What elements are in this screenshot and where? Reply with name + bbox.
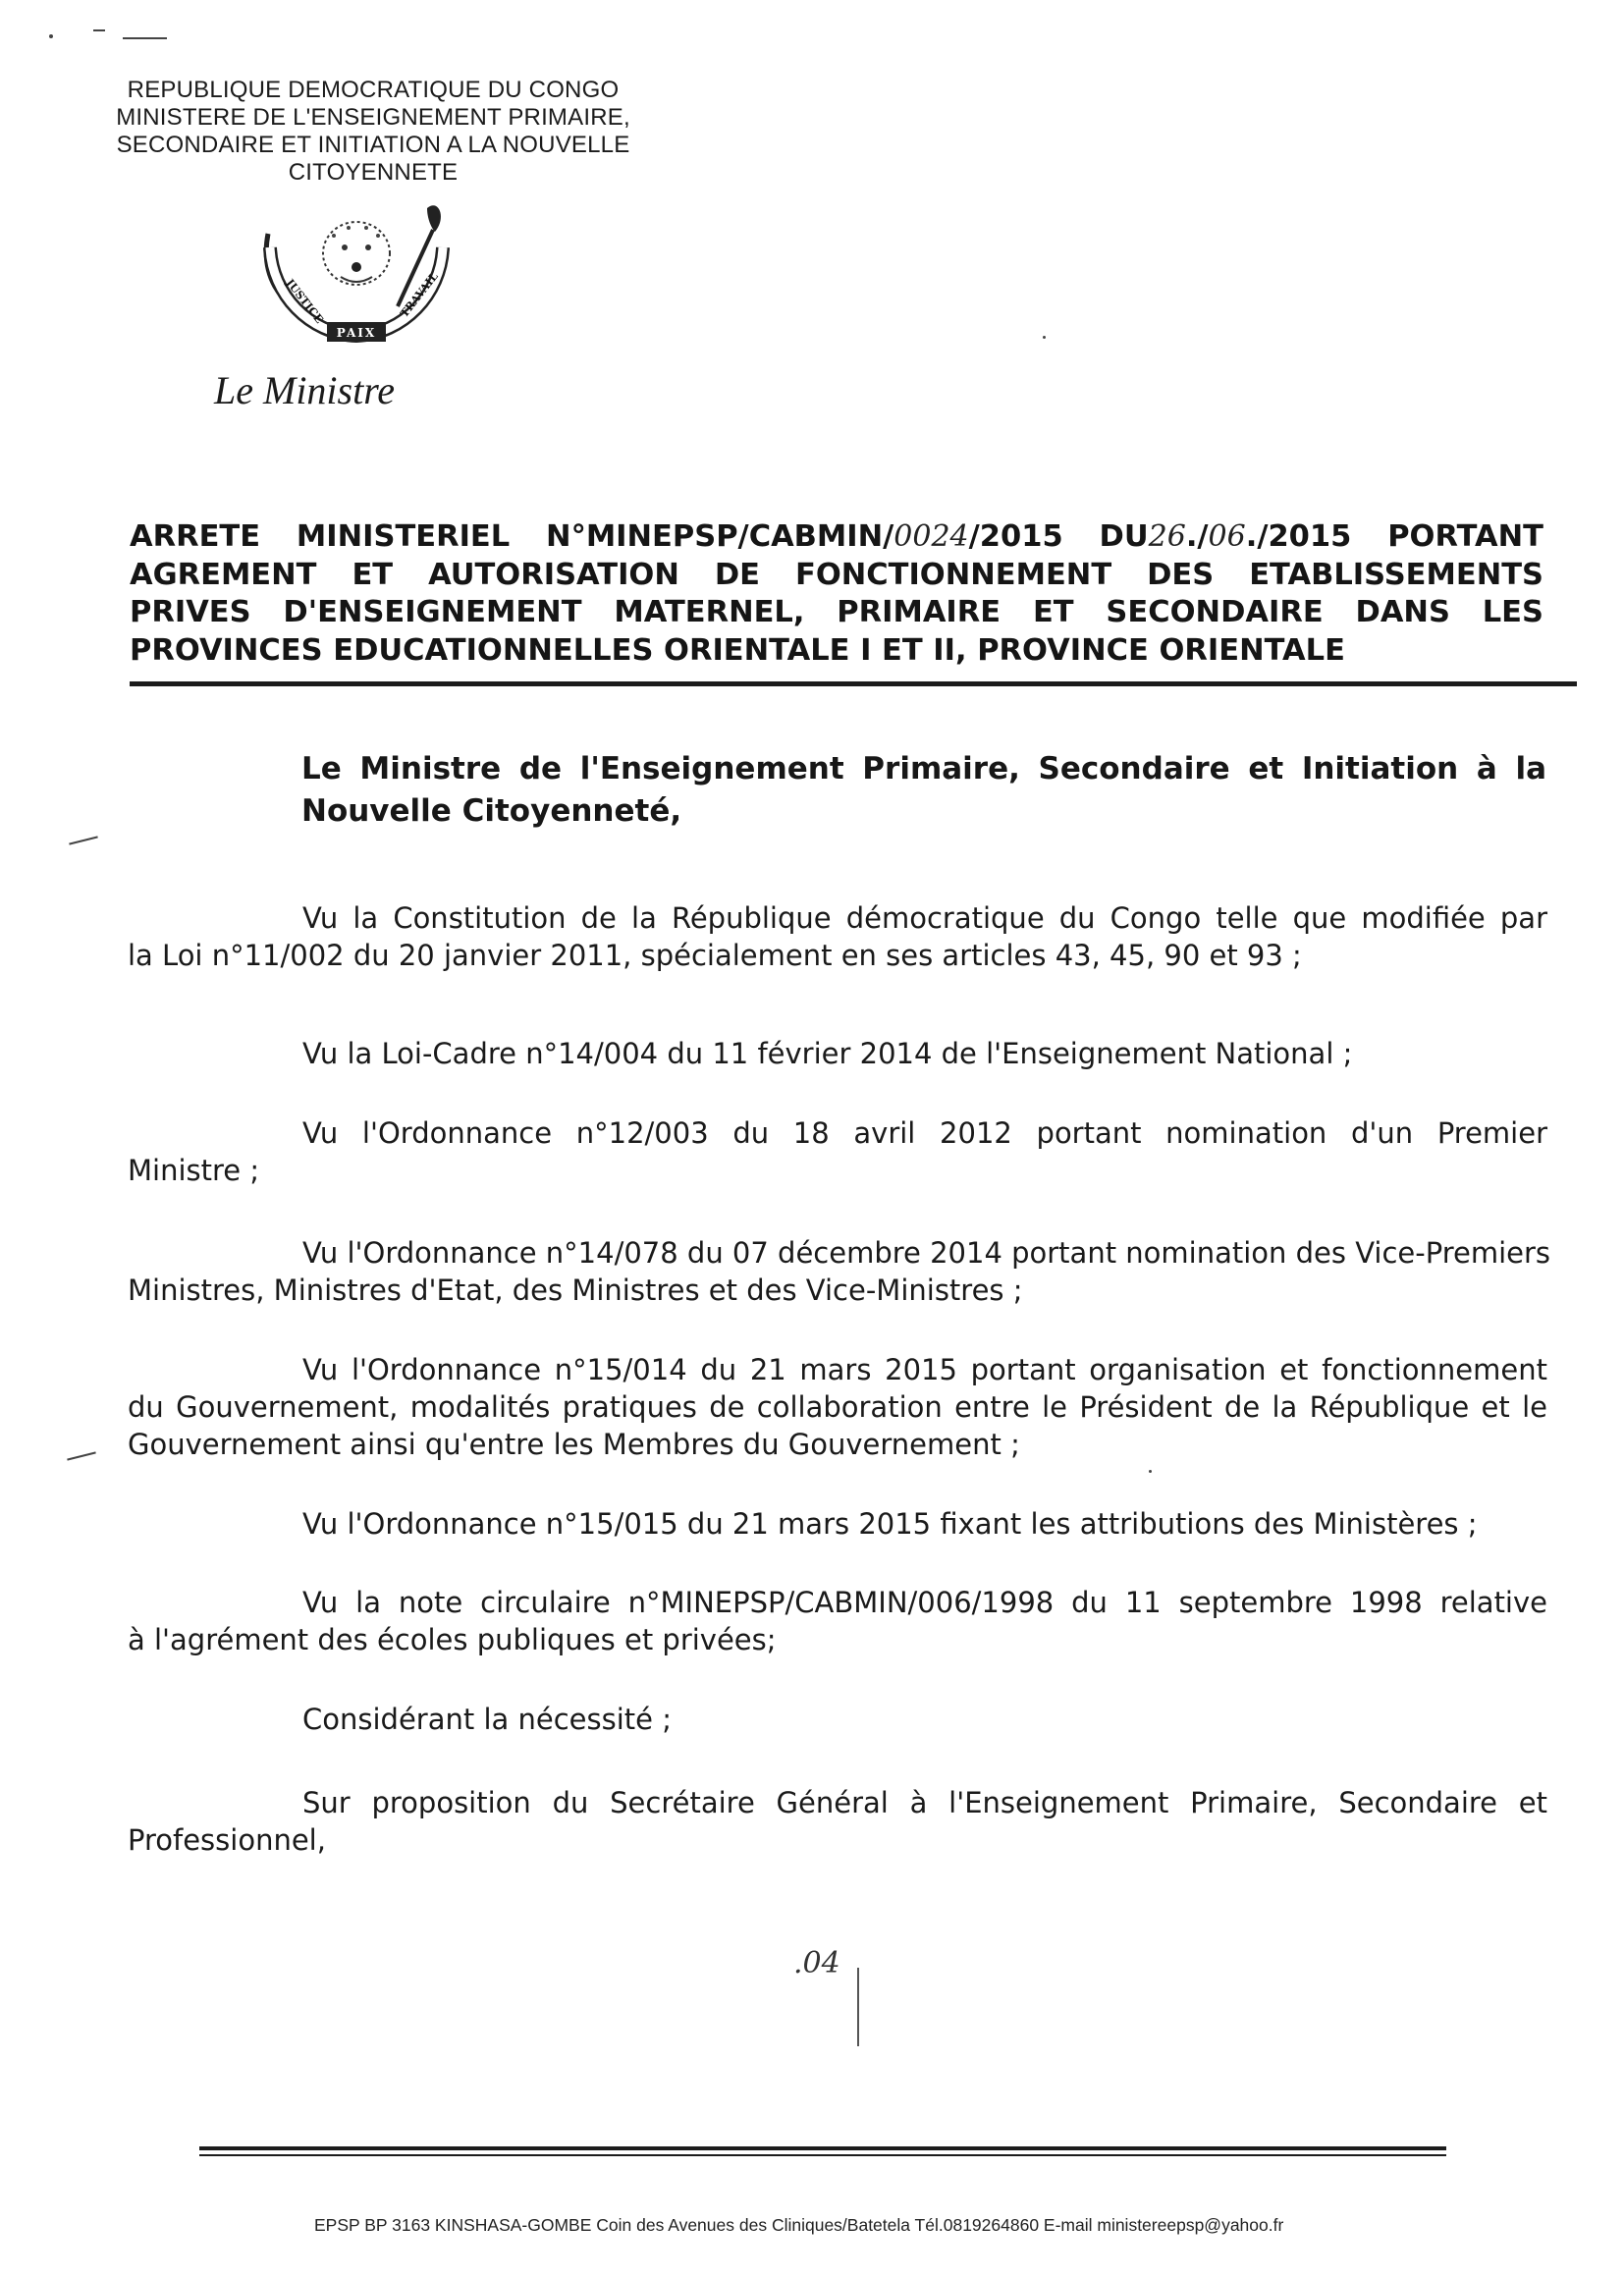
paragraph-line: Considérant la nécessité ;: [302, 1703, 672, 1736]
decree-year-du: /2015 DU: [968, 519, 1149, 554]
preamble-minister: [301, 748, 1546, 833]
page-number-stroke: [857, 1968, 859, 2046]
paragraph-constitution: [128, 899, 1547, 974]
scan-mark: [123, 37, 167, 39]
paragraph-ordonnance-premier-ministre: [128, 1114, 1547, 1189]
decree-number-handwritten: 0024: [893, 519, 969, 554]
decree-title: [130, 518, 1543, 670]
paragraph-line: à l'agrément des écoles publiques et privées;: [128, 1623, 777, 1656]
paragraph-ordonnance-attributions: [128, 1505, 1547, 1543]
paragraph-line: la Loi n°11/002 du 20 janvier 2011, spécialement en ses articles 43, 45, 90 et 93 ;: [128, 939, 1302, 972]
paragraph-note-circulaire: [128, 1584, 1547, 1658]
scan-speck: [1149, 1470, 1152, 1473]
scan-mark: [69, 836, 98, 844]
page-number-mark: .04: [793, 1946, 840, 1980]
letterhead-ministry: MINISTERE DE L'ENSEIGNEMENT PRIMAIRE,: [116, 104, 630, 131]
footer-rule-thick: [199, 2146, 1446, 2150]
paragraph-line: Sur proposition du Secrétaire Général à l'Enseignement Primaire, Secondaire et: [302, 1786, 1547, 1819]
title-underline: [130, 681, 1577, 686]
coat-of-arms-seal: [250, 196, 461, 353]
decree-date-separator: ./: [1185, 519, 1209, 554]
decree-title-line2: AGREMENT ET AUTORISATION DE FONCTIONNEMENT DES ETABLISSEMENTS: [130, 557, 1543, 592]
paragraph-loi-cadre: [128, 1035, 1547, 1072]
paragraph-considerant: [128, 1701, 1547, 1738]
decree-title-line3: PRIVES D'ENSEIGNEMENT MATERNEL, PRIMAIRE ET SECONDAIRE DANS LES: [130, 595, 1543, 629]
paragraph-line: Gouvernement ainsi qu'entre les Membres du Gouvernement ;: [128, 1428, 1020, 1461]
scan-speck: [49, 34, 53, 38]
paragraph-line: du Gouvernement, modalités pratiques de collaboration entre le Président de la République et le: [128, 1390, 1547, 1424]
paragraph-ordonnance-gouvernement: [128, 1351, 1547, 1463]
footer-rule-thin: [199, 2154, 1446, 2156]
paragraph-line: Professionnel,: [128, 1823, 326, 1857]
paragraph-line: Vu la Constitution de la République démocratique du Congo telle que modifiée par: [302, 901, 1547, 935]
scan-mark: [93, 29, 105, 31]
minister-signature-heading: Le Ministre: [214, 368, 396, 412]
paragraph-line: Vu la note circulaire n°MINEPSP/CABMIN/006/1998 du 11 septembre 1998 relative: [302, 1586, 1547, 1619]
letterhead-ministry-line3: CITOYENNETE: [288, 159, 459, 186]
paragraph-line: Vu l'Ordonnance n°14/078 du 07 décembre 2014 portant nomination des Vice-Premiers: [302, 1236, 1551, 1270]
paragraph-line: Ministre ;: [128, 1154, 260, 1187]
decree-title-line1: [130, 518, 1543, 557]
footer-address: EPSP BP 3163 KINSHASA-GOMBE Coin des Avenues des Cliniques/Batetela Tél.0819264860 E-mail ministereepsp@yahoo.fr: [314, 2215, 1284, 2235]
scan-speck: [1043, 336, 1046, 339]
decree-month-handwritten: 06: [1208, 519, 1246, 554]
paragraph-ordonnance-ministres: [128, 1234, 1551, 1309]
letterhead-country: REPUBLIQUE DEMOCRATIQUE DU CONGO: [127, 77, 620, 103]
paragraph-proposition: [128, 1784, 1547, 1859]
preamble-minister-line1: Le Ministre de l'Enseignement Primaire, Secondaire et Initiation à la: [301, 751, 1546, 786]
scan-mark: [67, 1451, 96, 1460]
letterhead-ministry-line2: SECONDAIRE ET INITIATION A LA NOUVELLE: [116, 132, 630, 158]
paragraph-line: Ministres, Ministres d'Etat, des Ministres et des Vice-Ministres ;: [128, 1274, 1023, 1307]
paragraph-line: Vu la Loi-Cadre n°14/004 du 11 février 2014 de l'Enseignement National ;: [302, 1037, 1353, 1070]
seal-ribbon-bottom: PAIX: [336, 326, 377, 340]
seal-ribbon-right: TRAVAIL: [398, 270, 441, 320]
paragraph-line: Vu l'Ordonnance n°15/015 du 21 mars 2015 fixant les attributions des Ministères ;: [302, 1507, 1478, 1541]
decree-title-line1-suffix: ./2015 PORTANT: [1245, 519, 1543, 554]
decree-day-handwritten: 26: [1148, 519, 1186, 554]
preamble-minister-line2: Nouvelle Citoyenneté,: [301, 793, 682, 829]
paragraph-line: Vu l'Ordonnance n°12/003 du 18 avril 2012 portant nomination d'un Premier: [302, 1116, 1547, 1150]
decree-number-prefix: ARRETE MINISTERIEL N°MINEPSP/CABMIN/: [130, 519, 894, 554]
decree-title-line4: PROVINCES EDUCATIONNELLES ORIENTALE I ET II, PROVINCE ORIENTALE: [130, 632, 1345, 668]
seal-ribbon-left: JUSTICE: [283, 276, 326, 326]
paragraph-line: Vu l'Ordonnance n°15/014 du 21 mars 2015 portant organisation et fonctionnement: [302, 1353, 1547, 1386]
